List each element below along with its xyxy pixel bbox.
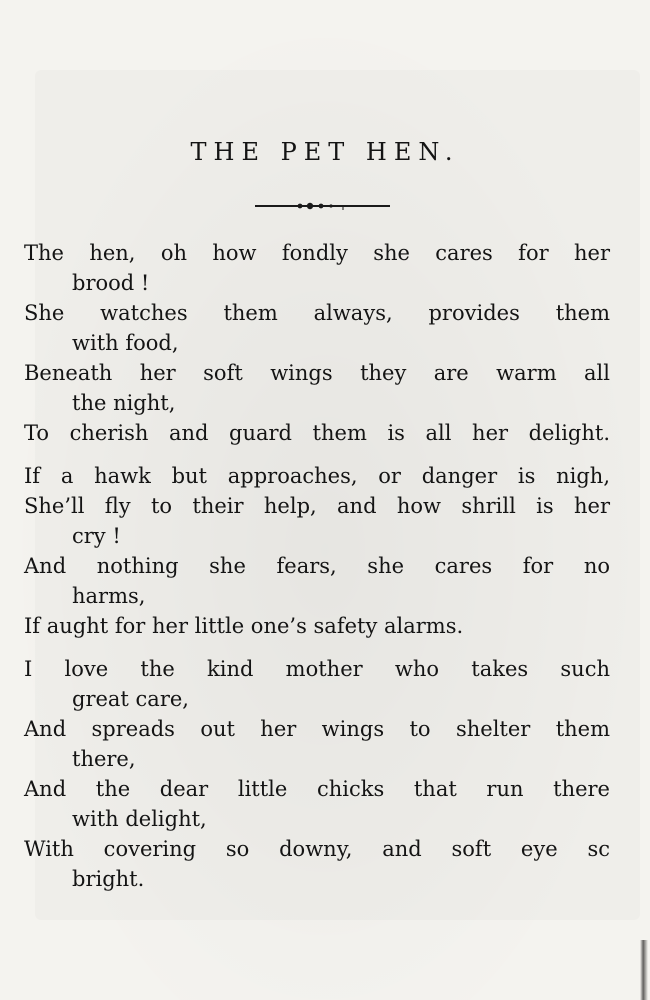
stanza-1: [24, 238, 610, 448]
poem-body: [24, 238, 610, 907]
poem-line-continuation: there,: [72, 747, 136, 771]
poem-line-continuation: cry !: [72, 524, 121, 548]
poem-line-continuation: the night,: [72, 391, 176, 415]
poem-line: She’ll fly to their help, and how shrill is her: [24, 494, 610, 518]
poem-line: I love the kind mother who takes such: [24, 657, 610, 681]
poem-line-continuation: with food,: [72, 331, 179, 355]
poem-line-continuation: great care,: [72, 687, 189, 711]
poem-line: Beneath her soft wings they are warm all: [24, 361, 610, 385]
poem-line: And nothing she fears, she cares for no: [24, 554, 610, 578]
poem-line-continuation: brood !: [72, 271, 150, 295]
stanza-2: [24, 461, 610, 641]
poem-line: The hen, oh how fondly she cares for her: [24, 241, 610, 265]
poem-line: If a hawk but approaches, or danger is nigh,: [24, 464, 610, 488]
stanza-3: [24, 654, 610, 894]
title-ornament: [255, 200, 390, 212]
poem-title: THE PET HEN.: [190, 138, 460, 166]
poem-line: And spreads out her wings to shelter them: [24, 717, 610, 741]
poem-line: If aught for her little one’s safety alarms.: [24, 614, 464, 638]
poem-line-continuation: harms,: [72, 584, 146, 608]
poem-line: To cherish and guard them is all her delight.: [24, 421, 610, 445]
poem-line: She watches them always, provides them: [24, 301, 610, 325]
poem-line-continuation: with delight,: [72, 807, 207, 831]
page-edge-shadow: [640, 940, 648, 1000]
poem-line: With covering so downy, and soft eye sc: [24, 837, 610, 861]
poem-line: And the dear little chicks that run there: [24, 777, 610, 801]
poem-line-continuation: bright.: [72, 867, 145, 891]
